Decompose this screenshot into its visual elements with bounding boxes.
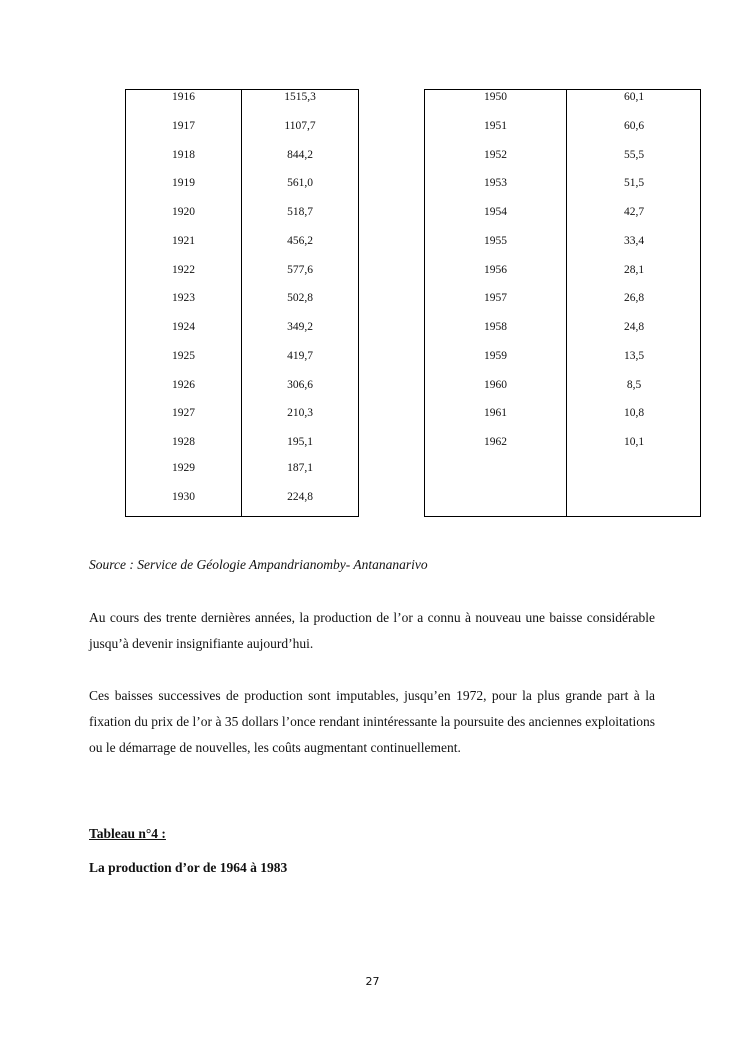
value-cell: 60,6: [623, 120, 645, 132]
value-cell: 844,2: [287, 149, 313, 161]
value-cell: 210,3: [287, 407, 313, 419]
year-cell: 1919: [172, 177, 195, 189]
paragraph-decline: Au cours des trente dernières années, la production de l’or a connu à nouveau une baisse considérable jusqu’à devenir insignifiante aujourd’hui.: [89, 610, 655, 651]
table-row: [425, 89, 700, 105]
production-table-right: [424, 89, 701, 517]
year-cell: 1953: [484, 177, 507, 189]
year-cell: 1954: [484, 206, 507, 218]
value-cell: 51,5: [623, 177, 645, 189]
year-cell: 1951: [484, 120, 507, 132]
value-cell: 8,5: [626, 379, 642, 391]
table-row: [126, 348, 358, 364]
value-cell: 502,8: [287, 292, 313, 304]
year-cell: 1955: [484, 235, 507, 247]
year-cell: 1959: [484, 350, 507, 362]
year-cell: 1924: [172, 321, 195, 333]
table-row: [425, 405, 700, 421]
value-cell: 60,1: [623, 91, 645, 103]
value-cell: 1515,3: [284, 91, 316, 103]
value-cell: 561,0: [287, 177, 313, 189]
value-cell: 42,7: [623, 206, 645, 218]
table-row: [126, 233, 358, 249]
table-row: [425, 434, 700, 450]
year-cell: 1917: [172, 120, 195, 132]
year-cell: 1918: [172, 149, 195, 161]
table-row: [425, 290, 700, 306]
year-cell: 1929: [172, 462, 195, 474]
table-row: [425, 204, 700, 220]
table-row: [425, 175, 700, 191]
table-row: [425, 262, 700, 278]
value-cell: 10,1: [623, 436, 645, 448]
value-cell: 306,6: [287, 379, 313, 391]
value-cell: 577,6: [287, 264, 313, 276]
year-cell: 1916: [172, 91, 195, 103]
table-subtitle: La production d’or de 1964 à 1983: [89, 860, 288, 875]
value-cell: 33,4: [623, 235, 645, 247]
year-cell: 1950: [484, 91, 507, 103]
value-cell: 1107,7: [284, 120, 316, 132]
page-number: 27: [365, 975, 380, 988]
value-cell: 187,1: [287, 462, 313, 474]
year-cell: 1920: [172, 206, 195, 218]
year-cell: 1956: [484, 264, 507, 276]
value-cell: 456,2: [287, 235, 313, 247]
table-row: [425, 348, 700, 364]
year-cell: 1961: [484, 407, 507, 419]
source-note: Source : Service de Géologie Ampandrianomby- Antananarivo: [89, 557, 428, 572]
value-cell: 224,8: [287, 491, 313, 503]
year-cell: 1958: [484, 321, 507, 333]
production-table-left: [125, 89, 359, 517]
value-cell: 518,7: [287, 206, 313, 218]
table-row: [126, 147, 358, 163]
value-cell: 24,8: [623, 321, 645, 333]
year-cell: 1925: [172, 350, 195, 362]
year-cell: 1923: [172, 292, 195, 304]
year-cell: 1922: [172, 264, 195, 276]
year-cell: 1962: [484, 436, 507, 448]
table-row: [126, 434, 358, 450]
value-cell: 195,1: [287, 436, 313, 448]
paragraph-causes: Ces baisses successives de production sont imputables, jusqu’en 1972, pour la plus grande part à la fixation du prix de l’or à 35 dollars l’once rendant inintéressante la poursuite des anciennes exploitations ou le démarrage de nouvelles, les coûts augmentant continuellement.: [89, 688, 655, 755]
year-cell: 1926: [172, 379, 195, 391]
table-row: [425, 147, 700, 163]
value-cell: 349,2: [287, 321, 313, 333]
table-row: [126, 118, 358, 134]
year-cell: 1927: [172, 407, 195, 419]
table-row: [126, 262, 358, 278]
table-row: [126, 175, 358, 191]
table-row: [126, 89, 358, 105]
table-row: [425, 118, 700, 134]
year-cell: 1960: [484, 379, 507, 391]
table-row: [425, 319, 700, 335]
table-row: [425, 233, 700, 249]
year-cell: 1952: [484, 149, 507, 161]
year-cell: 1930: [172, 491, 195, 503]
table-row: [126, 204, 358, 220]
value-cell: 55,5: [623, 149, 645, 161]
table-row: [425, 377, 700, 393]
value-cell: 13,5: [623, 350, 645, 362]
table-row: [126, 377, 358, 393]
table-row: [126, 460, 358, 476]
year-cell: 1928: [172, 436, 195, 448]
table-row: [126, 290, 358, 306]
year-cell: 1957: [484, 292, 507, 304]
value-cell: 26,8: [623, 292, 645, 304]
table-heading: Tableau n°4 :: [89, 826, 166, 841]
table-row: [126, 405, 358, 421]
value-cell: 419,7: [287, 350, 313, 362]
value-cell: 10,8: [623, 407, 645, 419]
year-cell: 1921: [172, 235, 195, 247]
table-row: [126, 319, 358, 335]
value-cell: 28,1: [623, 264, 645, 276]
table-row: [126, 489, 358, 505]
